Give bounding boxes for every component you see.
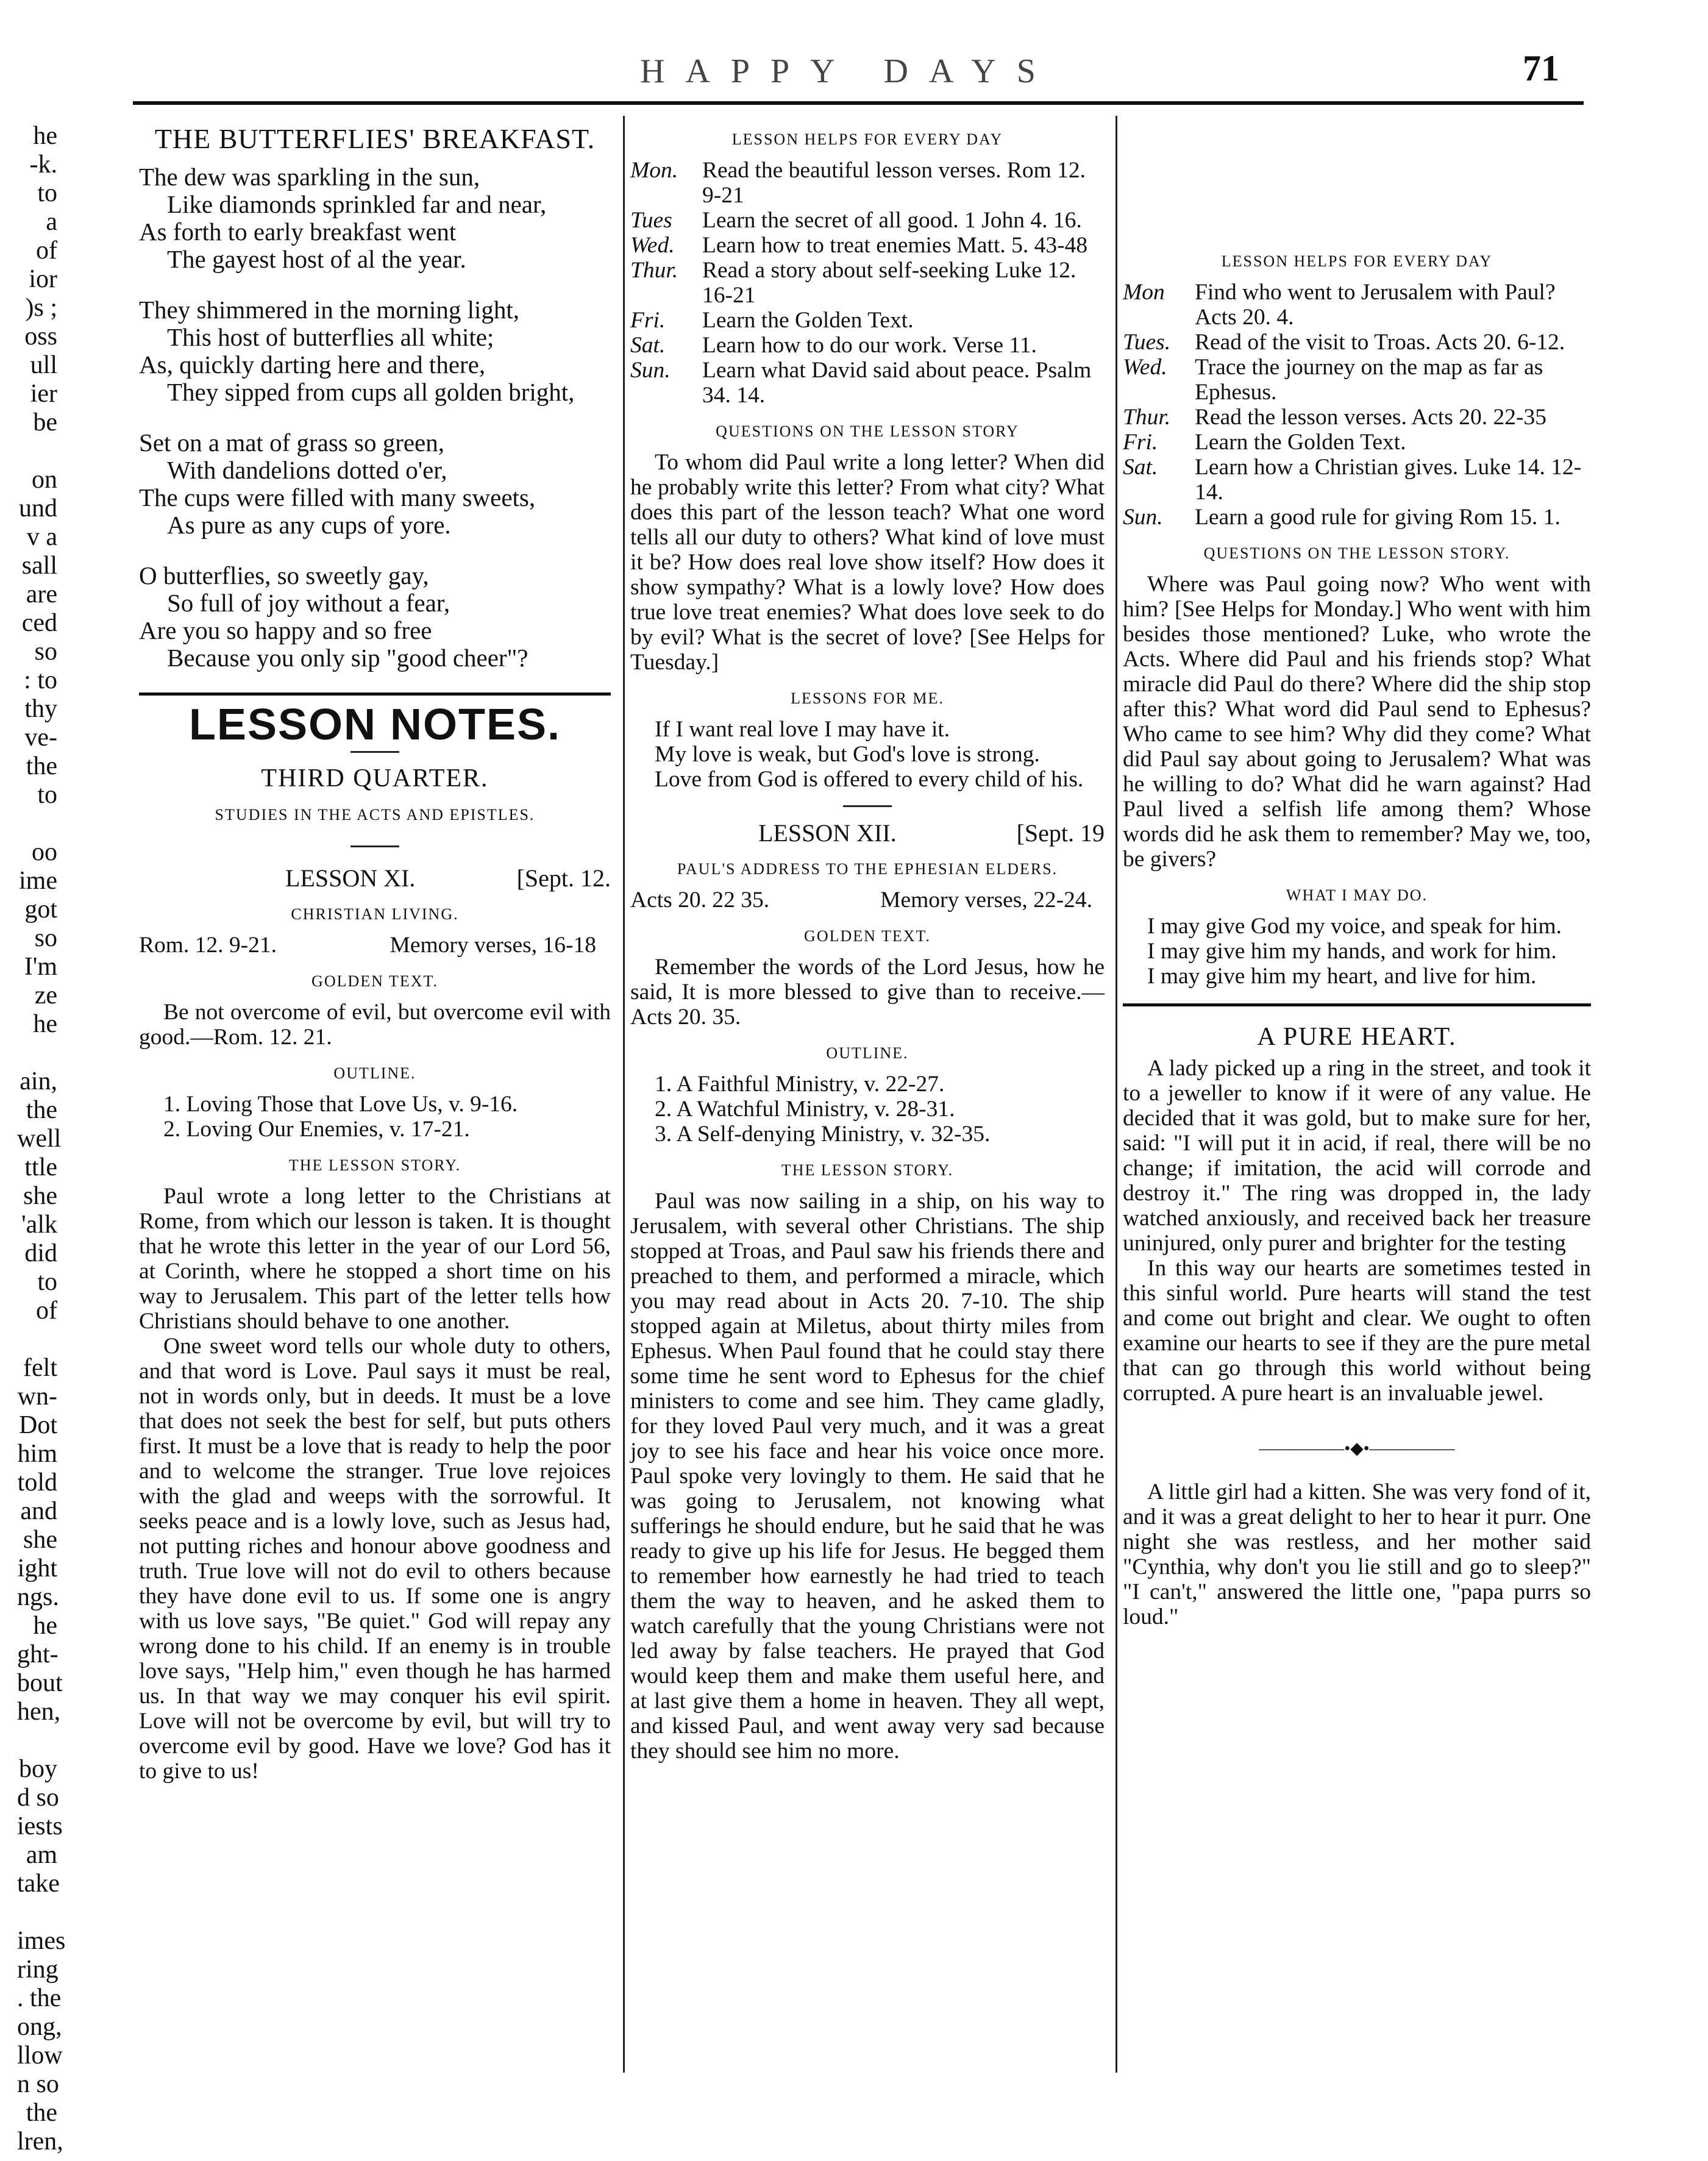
reference: Rom. 12. 9-21. (139, 933, 277, 958)
lessons-for-me-heading: LESSONS FOR ME. (791, 689, 944, 707)
gutter-fragment: are (26, 580, 57, 608)
poem-line: Because you only sip "good cheer"? (167, 644, 528, 672)
help-day: Fri. (1123, 430, 1158, 455)
help-day: Mon (1123, 280, 1165, 305)
lesson-for-me: Love from God is offered to every child of his. (655, 767, 1084, 792)
poem-line: So full of joy without a fear, (167, 589, 450, 617)
helps-heading: LESSON HELPS FOR EVERY DAY (1221, 252, 1493, 270)
gutter-fragment: ight (17, 1554, 57, 1582)
poem-stanza (139, 429, 611, 539)
help-text: Read the lesson verses. Acts 20. 22-35 (1195, 405, 1546, 430)
lesson-story-heading: THE LESSON STORY. (781, 1161, 954, 1179)
quarter-heading: THIRD QUARTER. (261, 764, 489, 792)
lesson-name: CHRISTIAN LIVING. (291, 905, 459, 923)
questions-heading: QUESTIONS ON THE LESSON STORY (716, 422, 1019, 440)
poem-line: They shimmered in the morning light, (139, 296, 520, 324)
gutter-fragment: to (37, 179, 57, 207)
outline-item: 1. A Faithful Ministry, v. 22-27. (655, 1072, 945, 1097)
help-text: Read of the visit to Troas. Acts 20. 6-12. (1195, 330, 1565, 355)
help-text: Read the beautiful lesson verses. Rom 12. 9-21 (702, 158, 1086, 208)
what-i-may-do-heading: WHAT I MAY DO. (1286, 886, 1428, 904)
gutter-fragment: Dot (19, 1411, 57, 1439)
gutter-fragment: und (19, 494, 57, 522)
outline-list (630, 1072, 1105, 1147)
memory-verses: Memory verses, 22-24. (880, 888, 1092, 913)
gutter-fragment: he (33, 1010, 57, 1038)
help-day: Tues (630, 208, 672, 233)
poem-line: With dandelions dotted o'er, (167, 456, 447, 484)
help-day: Thur. (630, 258, 678, 283)
may-do-item: I may give him my heart, and live for him. (1147, 964, 1537, 989)
golden-text: Remember the words of the Lord Jesus, how he said, It is more blessed to give than to receive.—Acts 20. 35. (630, 955, 1105, 1030)
gutter-fragment: lren, (17, 2127, 63, 2156)
gutter-fragment: I'm (24, 953, 57, 981)
poem-line: Set on a mat of grass so green, (139, 429, 444, 457)
gutter-fragment: d so (17, 1784, 59, 1812)
story-paragraph: One sweet word tells our whole duty to others, and that word is Love. Paul says it must be real, not in words only, but in deeds. It must be a love that does not seek the best for self, but puts others first. It must be a love that is ready to help the poor and to welcome the stranger. True love rejoices with the glad and weeps with the sorrowful. It seeks peace and is a lowly love, such as Jesus had, not putting riches and honour above goodness and truth. True love will not do evil to others because they have done evil to us. If some one is angry with us love says, "Be quiet." God will repay any wrong done to his child. If an enemy is in trouble love says, "Help him," even though he has harmed us. In that way we may conquer his evil spirit. Love will not be overcome by evil, but will try to overcome evil by good. Have we love? God has it to give to us! (139, 1334, 611, 1784)
outline-item: 2. A Watchful Ministry, v. 28-31. (655, 1097, 955, 1122)
gutter-fragment (17, 1325, 57, 1354)
outline-item: 2. Loving Our Enemies, v. 17-21. (163, 1117, 470, 1142)
poem-line: They sipped from cups all golden bright, (167, 378, 575, 406)
poem-line: The cups were filled with many sweets, (139, 483, 536, 511)
gutter-fragment: so (34, 924, 57, 952)
help-text: Learn what David said about peace. Psalm 34. 14. (702, 358, 1092, 408)
gutter-fragment: -k. (29, 151, 57, 179)
section-rule (139, 692, 611, 696)
poem-line: As forth to early breakfast went (139, 218, 457, 246)
outline-heading: OUTLINE. (826, 1044, 909, 1062)
helps-heading: LESSON HELPS FOR EVERY DAY (731, 130, 1003, 148)
daily-help-item (630, 258, 1105, 308)
help-text: Read a story about self-seeking Luke 12. 16-21 (702, 258, 1076, 308)
newspaper-title: HAPPY DAYS (640, 52, 1056, 90)
poem-line: This host of butterflies all white; (167, 323, 494, 351)
lesson-story-heading: THE LESSON STORY. (288, 1156, 461, 1174)
story-paragraph: Paul was now sailing in a ship, on his way to Jerusalem, with several other Christians. The ship stopped at Troas, and Paul saw his friends there and preached to them, and performed a miracle, which you may read about in Acts 20. 7-10. The ship stopped again at Miletus, about thirty miles from Ephesus. When Paul found that he could stay there some time he sent word to Ephesus for the chief ministers to come and see him. They came gladly, for they loved Paul very much, and it was a great joy to see his face and hear his voice once more. Paul spoke very lovingly to them. He said that he was going to Jerusalem, not knowing what sufferings he should endure, but he said that he was ready to give up his life for Jesus. He begged them to remember how earnestly he had tried to teach them the way to heaven, and he asked them to watch carefully that the young Christians were not led away by false teachers. He prayed that God would keep them and make them useful here, and at last give them a home in heaven. They all wept, and kissed Paul, and went away very sad because they should see him no more. (630, 1189, 1105, 1764)
lesson-for-me: My love is weak, but God's love is strong. (655, 742, 1040, 767)
gutter-fragment: ong, (17, 2013, 62, 2041)
gutter-fragment: ior (29, 265, 57, 293)
help-day: Mon. (630, 158, 678, 183)
poem-line: As, quickly darting here and there, (139, 351, 486, 379)
gutter-fragment: imes (17, 1927, 66, 1955)
scripture-reference (630, 888, 1105, 913)
poem-title: THE BUTTERFLIES' BREAKFAST. (154, 123, 596, 154)
help-text: Learn the Golden Text. (702, 308, 914, 333)
gutter-fragment: n so (17, 2070, 59, 2098)
gutter-fragment: so (34, 638, 57, 666)
poem-line: Are you so happy and so free (139, 616, 432, 644)
gutter-fragment: got (24, 895, 57, 924)
divider (350, 751, 399, 753)
lesson-label: LESSON XII. (758, 819, 897, 847)
daily-help-item (630, 358, 1105, 408)
gutter-fragment: did (24, 1239, 57, 1267)
help-day: Thur. (1123, 405, 1171, 430)
daily-help-item (630, 308, 1105, 333)
outline-item: 1. Loving Those that Love Us, v. 9-16. (163, 1092, 518, 1117)
gutter-fragment: to (37, 781, 57, 809)
poem-stanza (139, 163, 611, 273)
column-1 (139, 122, 611, 1784)
studies-heading: STUDIES IN THE ACTS AND EPISTLES. (215, 806, 535, 824)
poem (139, 163, 611, 672)
help-day: Sun. (630, 358, 671, 383)
column-3 (1123, 122, 1591, 1629)
cropped-gutter-text (17, 122, 66, 2156)
column-divider (623, 116, 625, 2073)
gutter-fragment: thy (24, 695, 57, 723)
poem-line: O butterflies, so sweetly gay, (139, 561, 429, 589)
poem-stanza (139, 562, 611, 672)
gutter-fragment: ime (19, 867, 57, 895)
poem-line: The gayest host of al the year. (167, 245, 466, 273)
gutter-fragment: ngs. (17, 1583, 59, 1611)
help-day: Sun. (1123, 505, 1163, 530)
gutter-fragment: she (23, 1182, 57, 1210)
help-day: Fri. (630, 308, 666, 333)
questions-heading: QUESTIONS ON THE LESSON STORY. (1203, 544, 1511, 562)
outline-heading: OUTLINE. (333, 1064, 416, 1082)
daily-help-item (1123, 330, 1591, 355)
gutter-fragment (17, 810, 57, 838)
column-2 (630, 122, 1105, 1764)
gutter-fragment: 'alk (21, 1211, 57, 1239)
gutter-fragment: well (17, 1125, 62, 1153)
gutter-fragment: ve- (24, 724, 57, 752)
help-day: Sat. (1123, 455, 1158, 480)
daily-help-item (630, 233, 1105, 258)
gutter-fragment: told (17, 1469, 57, 1497)
pure-heart-paragraph: A lady picked up a ring in the street, and took it to a jeweller to know if it were of any value. He decided that it was gold, but to make sure for her, said: "I will put it in acid, if real, there will be no change; if imitation, the acid will corrode and destroy it." The ring was dropped in, the lady watched anxiously, and received back her treasure uninjured, only purer and brighter for the testing (1123, 1056, 1591, 1256)
gutter-fragment: ain, (20, 1067, 57, 1095)
gutter-fragment: him (17, 1440, 57, 1468)
help-text: Learn a good rule for giving Rom 15. 1. (1195, 505, 1560, 530)
gutter-fragment (17, 1039, 57, 1067)
help-text: Learn how to do our work. Verse 11. (702, 333, 1037, 358)
gutter-fragment: am (26, 1841, 57, 1869)
gutter-fragment: ced (21, 609, 57, 637)
gutter-fragment: v a (26, 523, 57, 551)
page-number: 71 (1523, 48, 1559, 88)
gutter-fragment: ze (34, 981, 57, 1009)
may-do-item: I may give him my hands, and work for him. (1147, 939, 1557, 964)
ornament-divider: ―――――•◆•――――― (1259, 1439, 1455, 1458)
divider (843, 805, 892, 807)
pure-heart-title: A PURE HEART. (1257, 1023, 1457, 1051)
reference: Acts 20. 22 35. (630, 888, 770, 913)
gutter-fragment: ull (30, 351, 57, 379)
gutter-fragment (17, 1726, 57, 1755)
poem-stanza (139, 296, 611, 406)
section-rule (1123, 1003, 1591, 1006)
scripture-reference (139, 933, 611, 958)
poem-line: The dew was sparkling in the sun, (139, 163, 480, 191)
help-text: Learn how a Christian gives. Luke 14. 12-14. (1195, 455, 1582, 505)
lesson-12-heading (630, 821, 1105, 846)
gutter-fragment: the (26, 1096, 57, 1124)
gutter-fragment: ring (17, 1956, 59, 1984)
help-text: Find who went to Jerusalem with Paul? Acts 20. 4. (1195, 280, 1556, 330)
gutter-fragment: oo (32, 838, 57, 866)
gutter-fragment: llow (17, 2042, 63, 2070)
help-day: Wed. (630, 233, 675, 258)
pure-heart-paragraph: In this way our hearts are sometimes tested in this sinful world. Pure hearts will stand the test and come out bright and clear. We ought to often examine our hearts to see if they are the pure metal that can go through this world without being corrupted. A pure heart is an invaluable jewel. (1123, 1256, 1591, 1406)
daily-help-item (1123, 430, 1591, 455)
gutter-fragment: iests (17, 1812, 63, 1840)
kitten-paragraph: A little girl had a kitten. She was very fond of it, and it was a great delight to her to hear it purr. One night she was restless, and her mother said "Cynthia, why don't you lie still and go to sleep?" "I can't," answered the little one, "papa purrs so loud." (1123, 1479, 1591, 1629)
daily-help-item (1123, 280, 1591, 330)
gutter-fragment: she (23, 1526, 57, 1554)
help-day: Wed. (1123, 355, 1167, 380)
daily-helps (1123, 280, 1591, 530)
gutter-fragment: the (26, 2099, 57, 2127)
gutter-fragment: . the (17, 1984, 62, 2012)
help-text: Learn the secret of all good. 1 John 4. 16. (702, 208, 1082, 233)
may-do-item: I may give God my voice, and speak for him. (1147, 914, 1562, 939)
poem-line: Like diamonds sprinkled far and near, (167, 190, 547, 218)
column-divider (1116, 116, 1117, 2073)
gutter-fragment: of (36, 237, 57, 265)
outline-list (139, 1092, 611, 1142)
lesson-name: PAUL'S ADDRESS TO THE EPHESIAN ELDERS. (677, 860, 1058, 878)
gutter-fragment (17, 437, 57, 466)
story-continued-space (1123, 122, 1591, 238)
daily-help-item (1123, 355, 1591, 405)
gutter-fragment: ier (30, 380, 57, 408)
daily-help-item (630, 158, 1105, 208)
daily-help-item (1123, 455, 1591, 505)
questions-text: To whom did Paul write a long letter? When did he probably write this letter? From what city? What does this part of the lesson teach? What one word tells all our duty to others? What kind of love must it be? How does real love show itself? How does it show sympathy? What is a lowly love? How does true love treat enemies? What does love seek to do by evil? What is the secret of love? [See Helps for Tuesday.] (630, 450, 1105, 675)
gutter-fragment: take (17, 1870, 60, 1898)
gutter-fragment: )s ; (25, 294, 57, 322)
lesson-date: [Sept. 12. (516, 864, 611, 892)
gutter-fragment: oss (24, 322, 57, 351)
gutter-fragment: on (32, 466, 57, 494)
gutter-fragment: felt (23, 1354, 57, 1382)
gutter-fragment: and (20, 1497, 57, 1525)
help-text: Learn the Golden Text. (1195, 430, 1406, 455)
gutter-fragment: sall (21, 552, 57, 580)
questions-text: Where was Paul going now? Who went with him? [See Helps for Monday.] Who went with him besides those mentioned? Luke, who wrote the Acts. Where did Paul and his friends stop? What miracle did Paul do there? Where did the ship stop after this? What word did Paul send to Ephesus? Who came to see him? Why did they come? What did Paul say about going to Jerusalem? What was he willing to do? What did he warn against? Had Paul lived a selfish life among them? Whose words did he ask them to remember? May we, too, be givers? (1123, 572, 1591, 872)
lesson-11-heading (139, 866, 611, 891)
lesson-notes-title: LESSON NOTES. (188, 700, 561, 749)
gutter-fragment: be (33, 408, 57, 436)
gutter-fragment: bout (17, 1669, 63, 1697)
story-paragraph: Paul wrote a long letter to the Christians at Rome, from which our lesson is taken. It is thought that he wrote this letter in the year of our Lord 56, at Corinth, where he stopped a short time on his way to Jerusalem. This part of the letter tells how Christians should behave to one another. (139, 1184, 611, 1334)
gutter-fragment: to (37, 1268, 57, 1296)
lesson-for-me: If I want real love I may have it. (655, 717, 950, 742)
help-text: Learn how to treat enemies Matt. 5. 43-48 (702, 233, 1088, 258)
outline-item: 3. A Self-denying Ministry, v. 32-35. (655, 1122, 991, 1147)
golden-text-heading: GOLDEN TEXT. (804, 927, 931, 945)
gutter-fragment: of (36, 1297, 57, 1325)
gutter-fragment: ght- (17, 1640, 59, 1668)
gutter-fragment: hen, (17, 1698, 61, 1726)
gutter-fragment: the (26, 752, 57, 780)
gutter-fragment (17, 1898, 57, 1927)
lesson-label: LESSON XI. (285, 864, 416, 892)
daily-help-item (630, 208, 1105, 233)
daily-help-item (1123, 405, 1591, 430)
gutter-fragment: wn- (17, 1383, 57, 1411)
header-rule (133, 101, 1584, 105)
help-day: Tues. (1123, 330, 1171, 355)
help-day: Sat. (630, 333, 666, 358)
gutter-fragment: : to (24, 666, 57, 694)
divider (350, 846, 399, 847)
gutter-fragment: he (33, 122, 57, 150)
golden-text: Be not overcome of evil, but overcome evil with good.—Rom. 12. 21. (139, 1000, 611, 1050)
gutter-fragment: a (46, 208, 57, 236)
lesson-date: [Sept. 19 (1016, 819, 1105, 847)
gutter-fragment: ttle (24, 1153, 57, 1181)
gutter-fragment: he (33, 1612, 57, 1640)
help-text: Trace the journey on the map as far as Ephesus. (1195, 355, 1543, 405)
memory-verses: Memory verses, 16-18 (390, 933, 596, 958)
daily-help-item (630, 333, 1105, 358)
golden-text-heading: GOLDEN TEXT. (311, 972, 438, 990)
poem-line: As pure as any cups of yore. (167, 511, 451, 539)
daily-help-item (1123, 505, 1591, 530)
daily-helps (630, 158, 1105, 408)
gutter-fragment: boy (19, 1755, 57, 1783)
